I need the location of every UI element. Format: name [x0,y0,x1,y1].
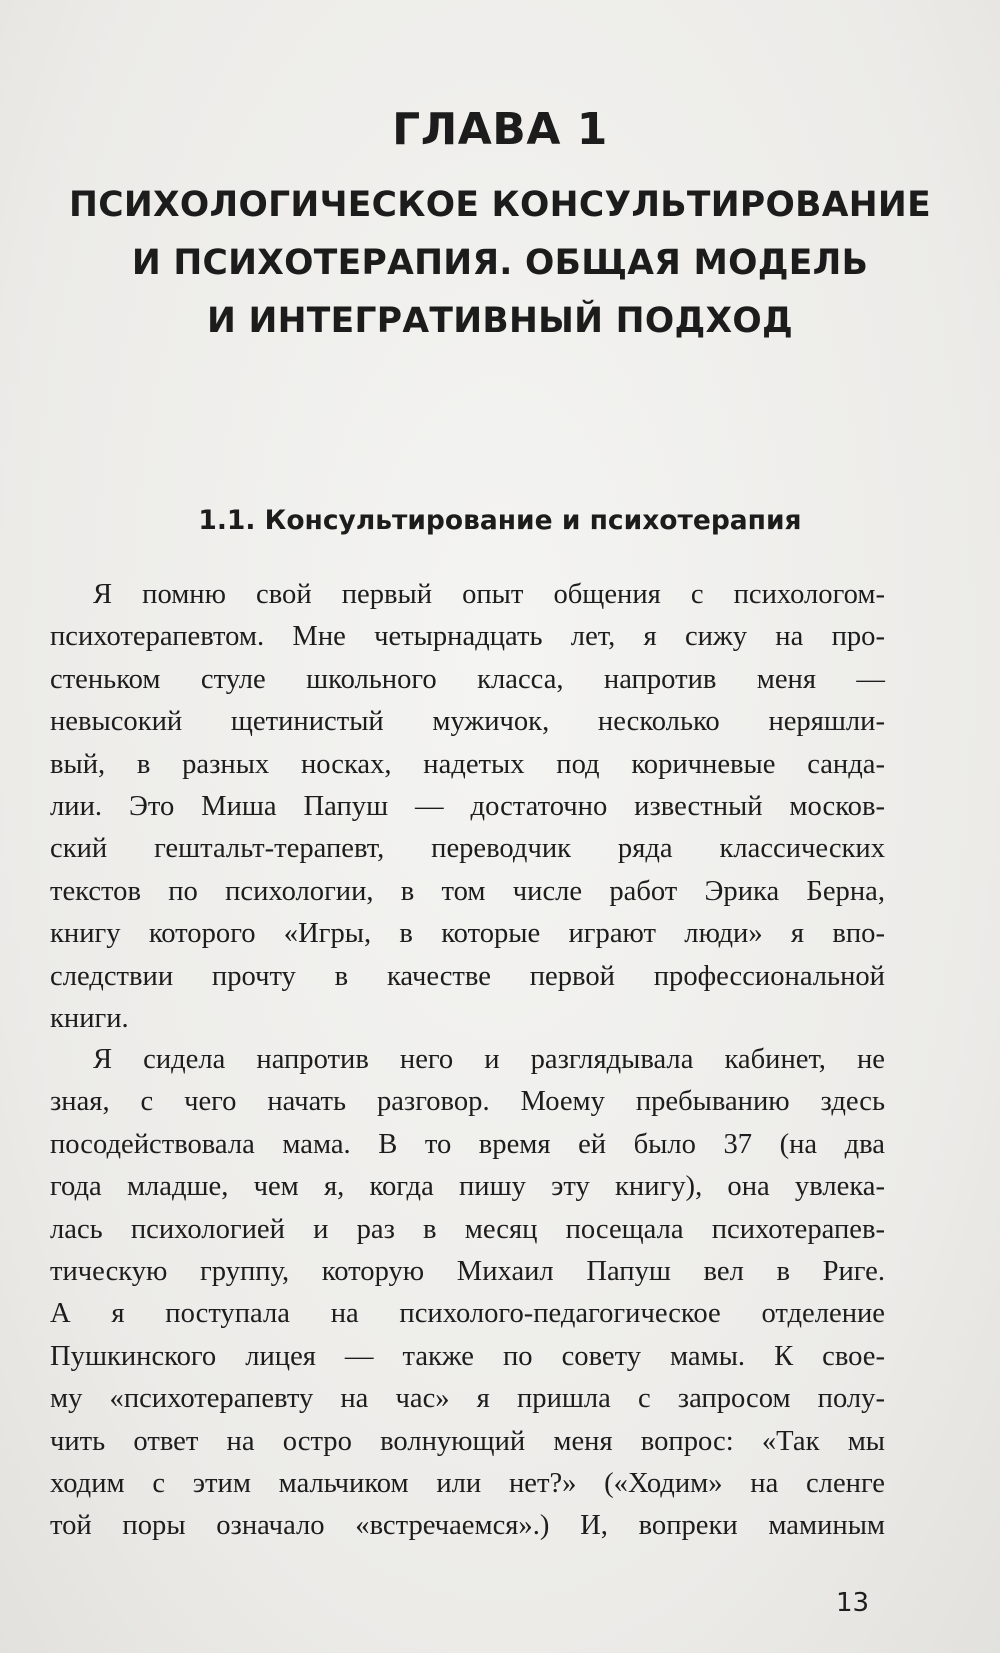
text-line: года младше, чем я, когда пишу эту книгу), она увлека- [50,1171,885,1203]
text-line: следствии прочту в качестве первой профессиональной [50,960,885,992]
text-line: психотерапевтом. Мне четырнадцать лет, я сижу на про- [50,621,885,653]
text-line: вый, в разных носках, надетых под коричневые санда- [50,748,885,780]
text-line: тическую группу, которую Михаил Папуш вел в Риге. [50,1255,885,1287]
text-line: той поры означало «встречаемся».) И, вопреки маминым [50,1510,885,1542]
chapter-title-line: ПСИХОЛОГИЧЕСКОЕ КОНСУЛЬТИРОВАНИЕ [69,185,931,225]
text-line: Я помню свой первый опыт общения с психологом- [93,579,885,610]
text-line: стеньком стуле школьного класса, напротив меня — [50,663,885,695]
text-line: Я сидела напротив него и разглядывала кабинет, не [93,1044,885,1075]
text-line: ходим с этим мальчиком или нет?» («Ходим» на сленге [50,1467,885,1499]
text-line: книгу которого «Игры, в которые играют люди» я впо- [50,918,885,950]
chapter-title [0,176,1000,350]
paragraph-2 [50,1039,885,1548]
page-number: 13 [836,1588,870,1618]
text-line: лась психологией и раз в месяц посещала психотерапев- [50,1213,885,1245]
text-line: А я поступала на психолого-педагогическое отделение [50,1298,885,1330]
text-line: Пушкинского лицея — также по совету мамы. К свое- [50,1340,885,1372]
chapter-title-line: И ПСИХОТЕРАПИЯ. ОБЩАЯ МОДЕЛЬ [131,243,869,283]
text-line: невысокий щетинистый мужичок, несколько неряшли- [50,706,885,738]
text-line: ский гештальт-терапевт, переводчик ряда классических [50,833,885,865]
paragraph-1 [50,574,885,1040]
text-line: чить ответ на остро волнующий меня вопрос: «Так мы [50,1425,885,1457]
chapter-title-line: И ИНТЕГРАТИВНЫЙ ПОДХОД [206,301,794,341]
section-title: 1.1. Консультирование и психотерапия [198,505,802,536]
text-line: зная, с чего начать разговор. Моему пребыванию здесь [50,1086,885,1118]
text-line: посодействовала мама. В то время ей было 37 (на два [50,1128,885,1160]
text-line: текстов по психологии, в том числе работ Эрика Берна, [50,875,885,907]
text-line: книги. [50,1002,129,1034]
text-line: лии. Это Миша Папуш — достаточно известный москов- [50,790,885,822]
chapter-number: ГЛАВА 1 [392,104,608,155]
text-line: му «психотерапевту на час» я пришла с запросом полу- [50,1383,885,1415]
